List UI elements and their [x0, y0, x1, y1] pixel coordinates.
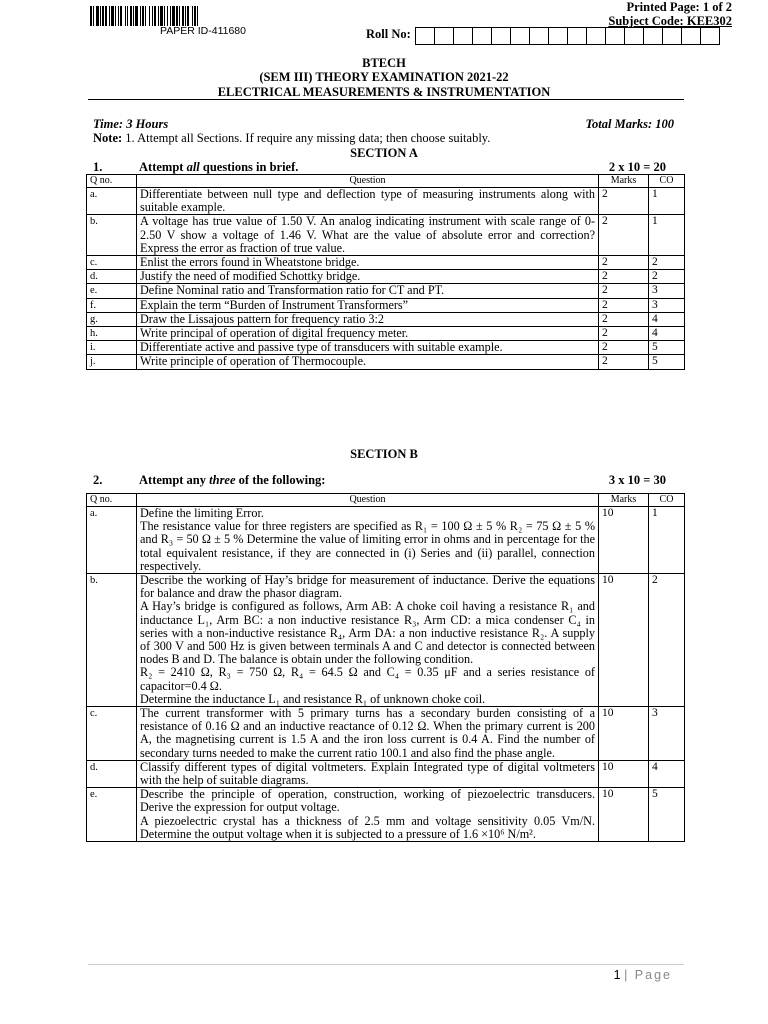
question-marks: 2 — [599, 312, 649, 326]
subject-title: ELECTRICAL MEASUREMENTS & INSTRUMENTATION — [217, 85, 551, 99]
question-marks: 2 — [599, 256, 649, 270]
question-co: 2 — [649, 574, 685, 707]
table-row — [87, 327, 685, 341]
question-number: d. — [87, 760, 137, 787]
question-number: j. — [87, 355, 137, 369]
question-line: The resistance value for three registers are specified as R₁ = 100 Ω ± 5 % R₂ = 75 Ω ± 5 % and R₃ = 50 Ω ± 5 % Determine the value of limiting error in ohms and in percentage for the total equivalent resistance, if they are connected in (i) Series and (ii) parallel, connection respectively. — [140, 519, 595, 573]
question-co: 3 — [649, 707, 685, 761]
question-number: c. — [87, 707, 137, 761]
question-text — [137, 507, 599, 574]
barcode — [90, 6, 318, 26]
question-line: Determine the inductance L₁ and resistance R₁ of unknown choke coil. — [140, 691, 486, 706]
question-co: 3 — [649, 284, 685, 298]
question-number: h. — [87, 327, 137, 341]
table-row — [87, 270, 685, 284]
question-number: d. — [87, 270, 137, 284]
question-number: g. — [87, 312, 137, 326]
question-co: 5 — [649, 341, 685, 355]
col-question: Question — [137, 494, 599, 507]
question-co: 2 — [649, 256, 685, 270]
section-b-qnum: 2. — [93, 473, 103, 487]
question-number: b. — [87, 215, 137, 256]
col-marks: Marks — [599, 494, 649, 507]
question-text: Write principal of operation of digital frequency meter. — [137, 327, 599, 341]
table-row — [87, 312, 685, 326]
section-b-title: SECTION B — [350, 447, 418, 461]
question-marks: 10 — [599, 760, 649, 787]
question-co: 3 — [649, 298, 685, 312]
exam-title: (SEM III) THEORY EXAMINATION 2021-22 — [259, 70, 509, 84]
table-row — [87, 760, 685, 787]
question-marks: 10 — [599, 574, 649, 707]
section-a-title: SECTION A — [350, 146, 418, 160]
question-line: Define the limiting Error. — [140, 506, 264, 520]
question-co: 4 — [649, 327, 685, 341]
section-b-marks: 3 x 10 = 30 — [608, 473, 666, 487]
question-co: 1 — [649, 188, 685, 215]
question-text: Enlist the errors found in Wheatstone bridge. — [137, 256, 599, 270]
question-marks: 10 — [599, 507, 649, 574]
table-row — [87, 298, 685, 312]
table-header — [87, 175, 685, 188]
subject-code: Subject Code: KEE302 — [608, 14, 732, 28]
note — [93, 131, 490, 146]
question-line: The current transformer with 5 primary turns has a secondary burden consisting of a resistance of 0.16 Ω and an inductive reactance of 0.12 Ω. When the primary current is 200 A, the magnetising current is 1.5 A and the iron loss current is 0.4 A. Find the number of secondary turns needed to make the current ratio 100.1 and also find the phase angle. — [140, 706, 595, 760]
col-qno: Q no. — [87, 494, 137, 507]
question-text: Define Nominal ratio and Transformation ratio for CT and PT. — [137, 284, 599, 298]
question-marks: 2 — [599, 188, 649, 215]
question-line: Classify different types of digital voltmeters. Explain Integrated type of digital voltmeters with the help of suitable diagrams. — [140, 759, 595, 788]
question-text: A voltage has true value of 1.50 V. An analog indicating instrument with scale range of 0-2.50 V show a voltage of 1.46 V. What are the value of absolute error and correction? Express the error as fraction of true value. — [137, 215, 599, 256]
question-co: 1 — [649, 215, 685, 256]
question-text — [137, 760, 599, 787]
question-text: Draw the Lissajous pattern for frequency ratio 3:2 — [137, 312, 599, 326]
total-marks: Total Marks: 100 — [585, 117, 674, 131]
question-marks: 10 — [599, 707, 649, 761]
note-label: Note: — [93, 131, 123, 145]
question-line: Describe the principle of operation, construction, working of piezoelectric transducers. Derive the expression for output voltage. — [140, 787, 595, 815]
question-text: Write principle of operation of Thermocouple. — [137, 355, 599, 369]
roll-no-label: Roll No: — [366, 27, 411, 41]
question-co: 5 — [649, 355, 685, 369]
question-number: e. — [87, 788, 137, 842]
question-text — [137, 788, 599, 842]
col-co: CO — [649, 494, 685, 507]
question-marks: 2 — [599, 341, 649, 355]
question-text — [137, 707, 599, 761]
table-row — [87, 341, 685, 355]
col-question: Question — [137, 175, 599, 188]
printed-page: Printed Page: 1 of 2 — [626, 0, 732, 14]
section-a-instruction: Attempt all questions in brief. — [139, 160, 299, 174]
question-marks: 2 — [599, 284, 649, 298]
col-co: CO — [649, 175, 685, 188]
question-number: c. — [87, 256, 137, 270]
table-row — [87, 188, 685, 215]
section-a-table — [86, 174, 685, 370]
question-co: 1 — [649, 507, 685, 574]
section-b-instruction: Attempt any three of the following: — [139, 473, 326, 487]
table-row — [87, 707, 685, 761]
section-a-marks: 2 x 10 = 20 — [608, 160, 666, 174]
program: BTECH — [362, 56, 406, 70]
roll-no-boxes[interactable] — [415, 27, 720, 45]
note-text: 1. Attempt all Sections. If require any missing data; then choose suitably. — [125, 131, 491, 145]
section-a-qnum: 1. — [93, 160, 103, 174]
question-marks: 2 — [599, 355, 649, 369]
table-row — [87, 355, 685, 369]
question-text: Justify the need of modified Schottky bridge. — [137, 270, 599, 284]
table-header — [87, 494, 685, 507]
question-co: 2 — [649, 270, 685, 284]
table-row — [87, 256, 685, 270]
question-marks: 2 — [599, 215, 649, 256]
question-line: A piezoelectric crystal has a thickness of 2.5 mm and voltage sensitivity 0.05 Vm/N. Determine the output voltage when it is subjected to a pressure of 1.6 ×10⁶ N/m². — [140, 813, 595, 841]
page-label: | Page — [624, 968, 672, 982]
header-divider — [88, 99, 684, 100]
footer-divider — [88, 964, 684, 965]
question-number: f. — [87, 298, 137, 312]
question-line: A Hay’s bridge is configured as follows, Arm AB: A choke coil having a resistance R₁ and inductance L₁, Arm BC: a non inductive resistance R₃, Arm CD: a mica condenser C₄ in series with a non-inductive resistance R₄, Arm DA: a non inductive resistance R₂. A supply of 300 V and 500 Hz is given between terminals A and C and detector is connected between nodes B and D. The balance is obtain under the following condition. — [140, 599, 595, 667]
page-info — [608, 0, 732, 28]
question-co: 5 — [649, 788, 685, 842]
time: Time: 3 Hours — [93, 117, 169, 131]
section-b-table — [86, 493, 685, 842]
question-line: R₂ = 2410 Ω, R₃ = 750 Ω, R₄ = 64.5 Ω and C₄ = 0.35 μF and a series resistance of capacitor=0.4 Ω. — [140, 665, 595, 693]
question-number: a. — [87, 507, 137, 574]
page-number: 1 — [613, 968, 621, 982]
question-number: a. — [87, 188, 137, 215]
table-row — [87, 574, 685, 707]
question-line: Describe the working of Hay’s bridge for measurement of inductance. Derive the equations for balance and draw the phasor diagram. — [140, 573, 595, 601]
question-marks: 2 — [599, 270, 649, 284]
question-text: Differentiate between null type and deflection type of measuring instruments along with suitable example. — [137, 188, 599, 215]
question-marks: 10 — [599, 788, 649, 842]
question-co: 4 — [649, 760, 685, 787]
table-row — [87, 507, 685, 574]
question-marks: 2 — [599, 327, 649, 341]
col-qno: Q no. — [87, 175, 137, 188]
col-marks: Marks — [599, 175, 649, 188]
question-text — [137, 574, 599, 707]
page-footer — [614, 968, 672, 982]
table-row — [87, 215, 685, 256]
question-number: e. — [87, 284, 137, 298]
question-number: b. — [87, 574, 137, 707]
table-row — [87, 284, 685, 298]
question-number: i. — [87, 341, 137, 355]
paper-id: PAPER ID-411680 — [160, 25, 246, 37]
question-text: Explain the term “Burden of Instrument Transformers” — [137, 298, 599, 312]
question-marks: 2 — [599, 298, 649, 312]
question-text: Differentiate active and passive type of transducers with suitable example. — [137, 341, 599, 355]
question-co: 4 — [649, 312, 685, 326]
table-row — [87, 788, 685, 842]
